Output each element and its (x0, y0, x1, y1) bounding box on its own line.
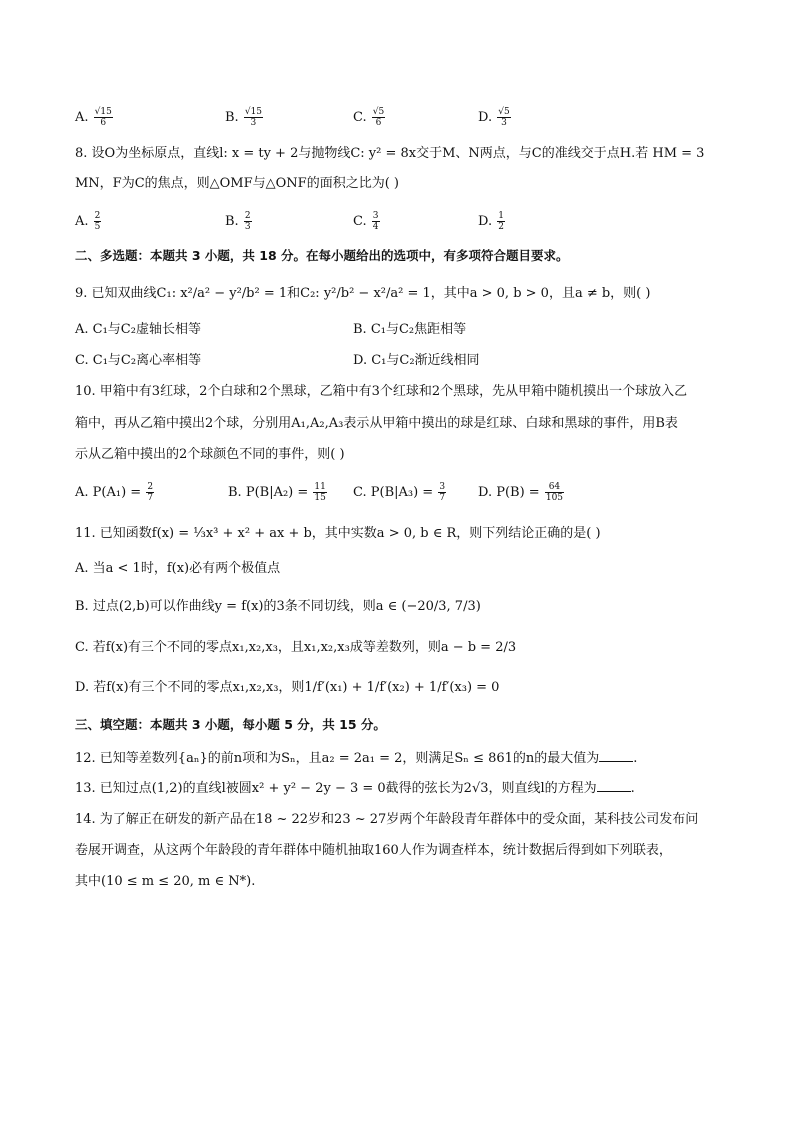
q13: 13. 已知过点(1,2)的直线l被圆x² + y² − 2y − 3 = 0截得的弦长为2√3，则直线l的方程为 . (75, 777, 734, 799)
q13-answer-blank[interactable] (597, 777, 631, 792)
q10-stem-line3: 示从乙箱中摸出的2个球颜色不同的事件，则( ) (75, 447, 345, 462)
q8-option-d: D. $\frac{1}{2}$ (478, 211, 504, 232)
section-heading-fill-in: 三、填空题：本题共 3 小题，每小题 5 分，共 15 分。 (75, 717, 386, 732)
q14-stem-line3: 其中(10 ≤ m ≤ 20, m ∈ N*). (75, 874, 256, 889)
q14-stem-line2: 卷展开调查，从这两个年龄段的青年群体中随机抽取160人作为调查样本，统计数据后得到如下列联表， (75, 843, 672, 858)
q8-option-a: A. $\frac{2}{5}$ (75, 211, 101, 232)
q9-option-d: D. C₁与C₂渐近线相同 (353, 353, 480, 368)
q11-option-a: A. 当a < 1时，f(x)必有两个极值点 (75, 561, 281, 576)
section-heading-multi-choice: 二、多选题：本题共 3 小题，共 18 分。在每小题给出的选项中，有多项符合题目要求。 (75, 248, 569, 263)
q10-stem-line1: 10. 甲箱中有3红球，2个白球和2个黑球，乙箱中有3个红球和2个黑球，先从甲箱中随机摸出一个球放入乙 (75, 384, 688, 399)
q11-stem: 11. 已知函数f(x) = ⅓x³ + x² + ax + b，其中实数a > 0, b ∈ R，则下列结论正确的是( ) (75, 526, 601, 541)
q7-option-c: C. $\frac{√5}{6}$ (353, 107, 385, 128)
q10-option-a: A. P(A₁) = $\frac{2}{7}$ (75, 482, 154, 503)
q12-answer-blank[interactable] (599, 747, 633, 762)
q8-stem-line2: MN，F为C的焦点，则△OMF与△ONF的面积之比为( ) (75, 176, 399, 191)
q10-option-b: B. P(B|A₂) = $\frac{11}{15}$ (228, 482, 326, 503)
q7-option-a: A. $\frac{√15}{6}$ (75, 107, 112, 128)
q13-text: 13. 已知过点(1,2)的直线l被圆x² + y² − 2y − 3 = 0截得的弦长为2√3，则直线l的方程为 (75, 781, 597, 796)
q11-option-b: B. 过点(2,b)可以作曲线y = f(x)的3条不同切线，则a ∈ (−20/3, 7/3) (75, 599, 481, 614)
q8-option-c: C. $\frac{3}{4}$ (353, 211, 379, 232)
q10-stem-line2: 箱中，再从乙箱中摸出2个球，分别用A₁,A₂,A₃表示从甲箱中摸出的球是红球、白球和黑球的事件，用B表 (75, 416, 678, 431)
q9-stem: 9. 已知双曲线C₁: x²/a² − y²/b² = 1和C₂: y²/b² − x²/a² = 1，其中a > 0, b > 0，且a ≠ b，则( ) (75, 286, 651, 301)
q8-stem-line1: 8. 设O为坐标原点，直线l: x = ty + 2与抛物线C: y² = 8x交于M、N两点，与C的准线交于点H.若 HM = 3 (75, 146, 705, 161)
q10-option-c: C. P(B|A₃) = $\frac{3}{7}$ (353, 482, 446, 503)
q8-option-b: B. $\frac{2}{3}$ (225, 211, 251, 232)
q12: 12. 已知等差数列{aₙ}的前n项和为Sₙ，且a₂ = 2a₁ = 2，则满足Sₙ ≤ 861的n的最大值为 . (75, 747, 734, 769)
q9-option-b: B. C₁与C₂焦距相等 (353, 322, 467, 337)
q9-option-a: A. C₁与C₂虚轴长相等 (75, 322, 201, 337)
q7-option-d: D. $\frac{√5}{3}$ (478, 107, 510, 128)
q14-stem-line1: 14. 为了解正在研发的新产品在18 ~ 22岁和23 ~ 27岁两个年龄段青年群体中的受众面，某科技公司发布问 (75, 812, 699, 827)
q7-option-b: B. $\frac{√15}{3}$ (225, 107, 263, 128)
q11-option-d: D. 若f(x)有三个不同的零点x₁,x₂,x₃，则1/f′(x₁) + 1/f′(x₂) + 1/f′(x₃) = 0 (75, 680, 500, 695)
q12-text: 12. 已知等差数列{aₙ}的前n项和为Sₙ，且a₂ = 2a₁ = 2，则满足Sₙ ≤ 861的n的最大值为 (75, 751, 600, 766)
q10-option-d: D. P(B) = $\frac{64}{105}$ (478, 482, 564, 503)
q11-option-c: C. 若f(x)有三个不同的零点x₁,x₂,x₃，且x₁,x₂,x₃成等差数列，则a − b = 2/3 (75, 640, 517, 655)
q9-option-c: C. C₁与C₂离心率相等 (75, 353, 202, 368)
